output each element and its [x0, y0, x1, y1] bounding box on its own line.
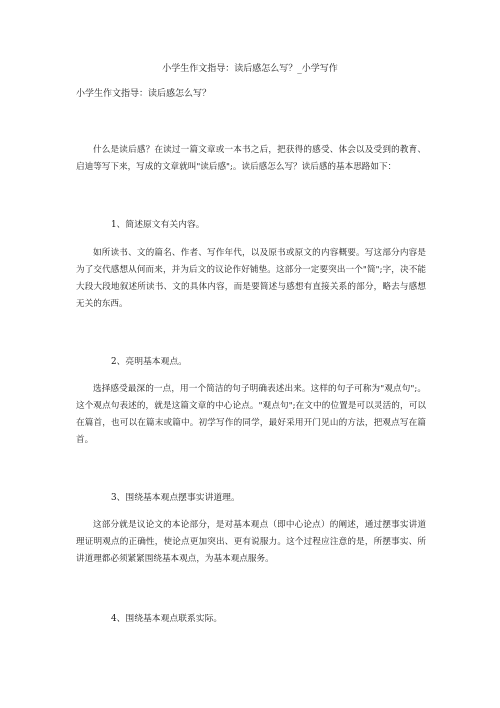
- section-1-body: 如所读书、文的篇名、作者、写作年代，以及原书或原文的内容概要。写这部分内容是为了交代感想从何而来，并为后文的议论作好铺垫。这部分一定要突出一个"简";字，决不能大段大段地叙述所读书、文的具体内容，而是要简述与感想有直接关系的部分，略去与感想无关的东西。: [76, 248, 426, 309]
- intro-paragraph: 什么是读后感？在读过一篇文章或一本书之后，把获得的感受、体会以及受到的教育、启迪等写下来，写成的文章就叫"读后感";。读后感怎么写？读后感的基本思路如下：: [76, 145, 426, 172]
- section-2-body: 选择感受最深的一点，用一个简洁的句子明确表述出来。这样的句子可称为"观点句";。这个观点句表述的，就是这篇文章的中心论点。"观点句";在文中的位置是可以灵活的，可以在篇首，也可以在篇末或篇中。初学写作的同学，最好采用开门见山的方法，把观点写在篇首。: [76, 384, 426, 445]
- section-4-heading: 4、围绕基本观点联系实际。: [111, 614, 223, 624]
- section-3-heading: 3、围绕基本观点摆事实讲道理。: [111, 493, 240, 503]
- section-1-heading: 1、简述原文有关内容。: [111, 220, 205, 230]
- section-2-heading: 2、亮明基本观点。: [111, 357, 187, 367]
- document-subtitle: 小学生作文指导：读后感怎么写？: [76, 89, 212, 99]
- document-title: 小学生作文指导：读后感怎么写？_小学写作: [162, 64, 338, 74]
- section-3-body: 这部分就是议论文的本论部分，是对基本观点（即中心论点）的阐述，通过摆事实讲道理证明观点的正确性，使论点更加突出、更有说服力。这个过程应注意的是，所摆事实、所讲道理都必须紧紧围绕基本观点，为基本观点服务。: [76, 520, 426, 564]
